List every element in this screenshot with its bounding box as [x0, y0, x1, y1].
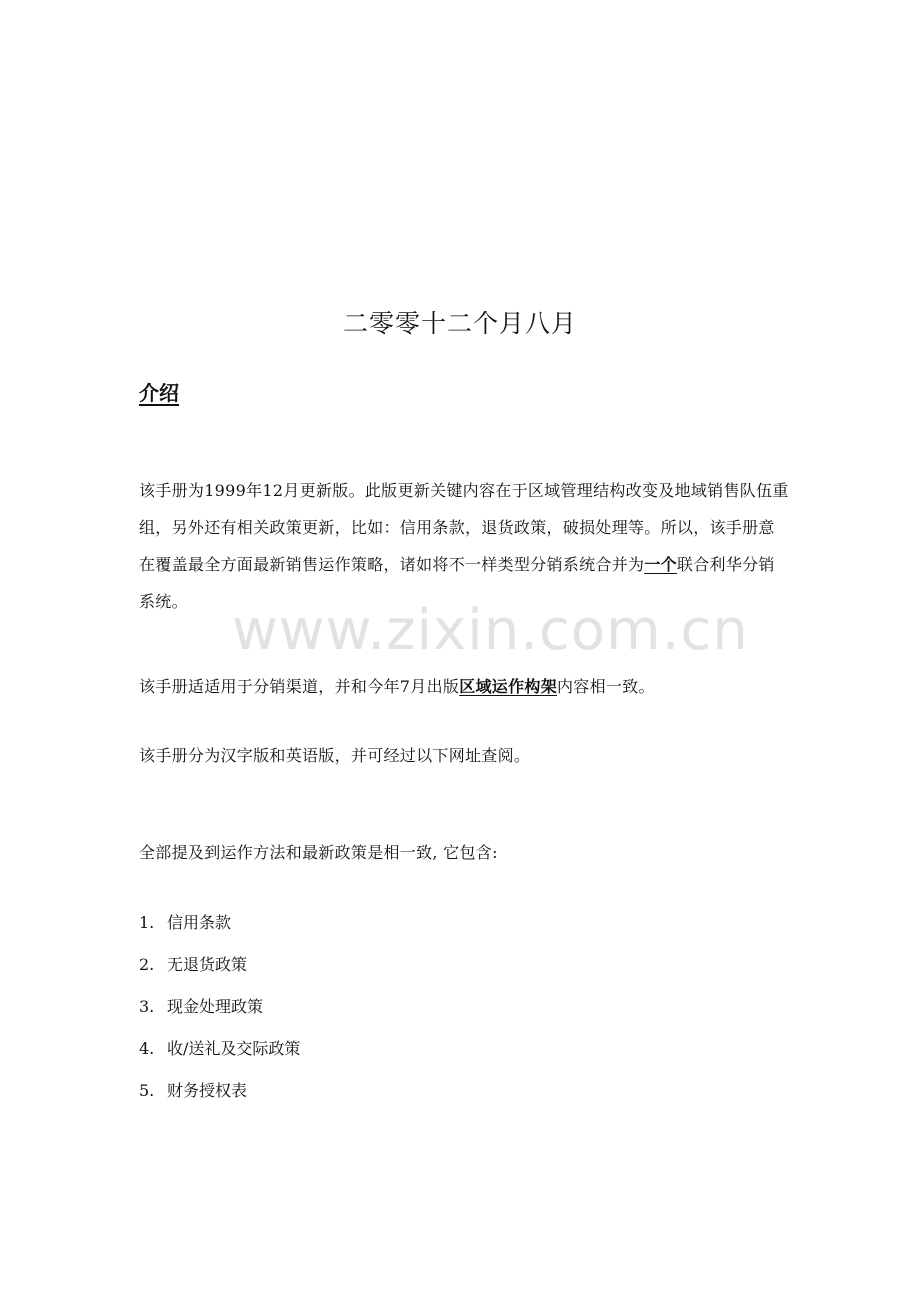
paragraph-intro-text-start: 该手册为1999年12月更新版。此版更新关键内容在于区域管理结构改变及地域销售队伍重组，另外还有相关政策更新，比如：信用条款，退货政策，破损处理等。所以，该手册意在覆盖最全方面最新销售运作策略，诸如将不一样类型分销系统合并为 — [139, 481, 789, 574]
paragraph-applicability — [139, 668, 789, 705]
list-item — [139, 1030, 300, 1072]
paragraph-applicability-text-end: 内容相一致。 — [557, 677, 655, 696]
paragraph-intro — [139, 472, 789, 620]
list-item-number: 5. — [139, 1081, 155, 1100]
regional-framework-link[interactable]: 区域运作构架 — [459, 677, 557, 696]
list-item — [139, 988, 300, 1030]
section-heading-introduction: 介绍 — [139, 381, 179, 405]
list-item-number: 1. — [139, 913, 155, 932]
policy-list — [139, 904, 300, 1114]
list-item — [139, 946, 300, 988]
paragraph-applicability-text-start: 该手册适适用于分销渠道，并和今年7月出版 — [139, 677, 460, 696]
list-item-number: 3. — [139, 997, 155, 1016]
list-item-number: 4. — [139, 1039, 155, 1058]
date-title: 二零零十二个月八月 — [342, 309, 577, 338]
list-item — [139, 904, 300, 946]
list-item-label: 无退货政策 — [167, 955, 248, 974]
list-item-label: 信用条款 — [167, 913, 232, 932]
list-item-label: 财务授权表 — [167, 1081, 248, 1100]
paragraph-contents-intro: 全部提及到运作方法和最新政策是相一致, 它包含: — [139, 843, 498, 862]
list-item-number: 2. — [139, 955, 155, 974]
paragraph-intro-text-end: 联合利华分销系统。 — [139, 555, 775, 611]
list-item-label: 收/送礼及交际政策 — [167, 1039, 301, 1058]
paragraph-versions: 该手册分为汉字版和英语版，并可经过以下网址查阅。 — [139, 746, 531, 765]
list-item — [139, 1072, 300, 1114]
unified-system-link[interactable]: 一个 — [644, 555, 677, 574]
watermark: www.zixin.com.cn — [232, 598, 749, 663]
list-item-label: 现金处理政策 — [167, 997, 264, 1016]
